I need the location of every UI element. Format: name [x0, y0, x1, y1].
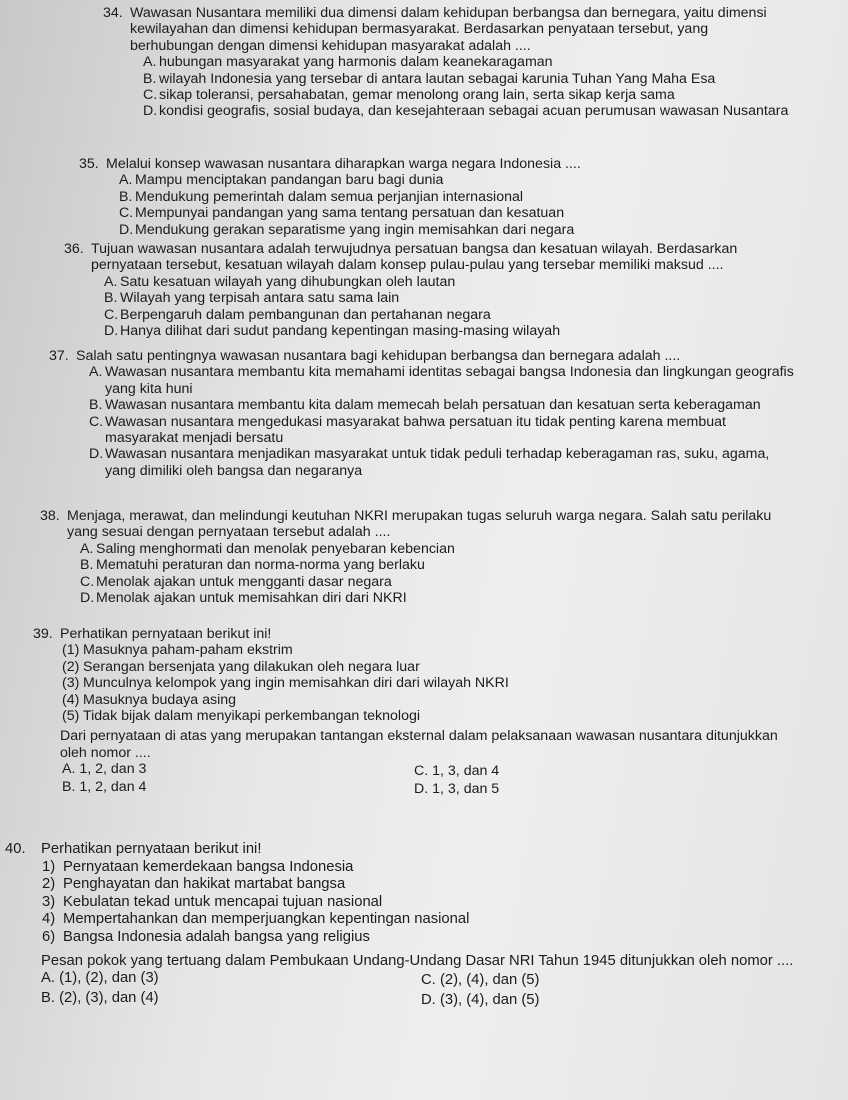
- option-a[interactable]: A. (1), (2), dan (3): [41, 970, 159, 987]
- question-prompt: Pesan pokok yang tertuang dalam Pembukaan Undang-Undang Dasar NRI Tahun 1945 ditunjukkan oleh nomor ....: [41, 952, 794, 969]
- option-c[interactable]: C. (2), (4), dan (5): [421, 972, 540, 989]
- option-d[interactable]: D. 1, 3, dan 5: [414, 781, 500, 798]
- option-b[interactable]: B. Mematuhi peraturan dan norma-norma yang berlaku: [80, 557, 425, 574]
- option-a[interactable]: A. hubungan masyarakat yang harmonis dalam keanekaragaman: [143, 54, 553, 71]
- question-40: [5, 841, 820, 1010]
- statement-item: 2) Penghayatan dan hakikat martabat bangsa: [42, 876, 346, 893]
- option-d[interactable]: D. kondisi geografis, sosial budaya, dan kesejahteraan sebagai acuan perumusan wawasan Nusantara: [143, 103, 789, 120]
- option-c[interactable]: C. Berpengaruh dalam pembangunan dan pertahanan negara: [104, 306, 491, 323]
- option-d[interactable]: D. Hanya dilihat dari sudut pandang kepentingan masing-masing wilayah: [104, 323, 561, 340]
- option-a[interactable]: A. Satu kesatuan wilayah yang dihubungkan oleh lautan: [104, 273, 456, 290]
- option-b[interactable]: B. Wilayah yang terpisah antara satu sama lain: [104, 290, 400, 307]
- statement-list: [42, 859, 820, 947]
- statement-item: 6) Bangsa Indonesia adalah bangsa yang religius: [42, 928, 370, 945]
- option-b[interactable]: B. wilayah Indonesia yang tersebar di antara lautan sebagai karunia Tuhan Yang Maha Esa: [143, 70, 716, 87]
- option-a[interactable]: A. Saling menghormati dan menolak penyebaran kebencian: [80, 540, 455, 557]
- question-37: [49, 348, 799, 479]
- question-text: Menjaga, merawat, dan melindungi keutuhan NKRI merupakan tugas seluruh warga negara. Salah satu perilaku yang sesuai dengan pernyataan tersebut adalah ....: [67, 508, 772, 541]
- statement-item: (3) Munculnya kelompok yang ingin memisahkan diri dari wilayah NKRI: [62, 675, 509, 692]
- options: [62, 761, 803, 797]
- option-d[interactable]: D. Mendukung gerakan separatisme yang ingin memisahkan dari negara: [119, 221, 575, 238]
- option-d[interactable]: D. Menolak ajakan untuk memisahkan diri dari NKRI: [80, 590, 407, 607]
- option-c[interactable]: C. Wawasan nusantara mengedukasi masyarakat bahwa persatuan itu tidak penting karena membuat masyarakat menjadi bersatu: [89, 413, 726, 447]
- options: [80, 541, 800, 607]
- question-38: [40, 508, 800, 606]
- question-number: 40.: [5, 841, 26, 857]
- question-text: Tujuan wawasan nusantara adalah terwujudnya persatuan bangsa dan kesatuan wilayah. Berdasarkan pernyataan tersebut, kesatuan wilayah dalam konsep pulau-pulau yang tersebar memiliki maksud ....: [91, 241, 738, 274]
- option-a[interactable]: A. Wawasan nusantara membantu kita memahami identitas sebagai bangsa Indonesia dan lingkungan geografis yang kita huni: [89, 364, 794, 397]
- statement-item: 4) Mempertahankan dan memperjuangkan kepentingan nasional: [42, 911, 470, 928]
- option-c[interactable]: C. Mempunyai pandangan yang sama tentang persatuan dan kesatuan: [119, 205, 565, 222]
- option-a[interactable]: A. Mampu menciptakan pandangan baru bagi dunia: [119, 172, 444, 189]
- option-b[interactable]: B. (2), (3), dan (4): [41, 990, 159, 1007]
- statement-list: [62, 642, 803, 724]
- question-34: [103, 5, 793, 120]
- question-text: Melalui konsep wawasan nusantara diharapkan warga negara Indonesia ....: [106, 156, 581, 172]
- option-b[interactable]: B. Wawasan nusantara membantu kita dalam memecah belah persatuan dan kesatuan serta keberagaman: [89, 397, 761, 414]
- statement-item: (1) Masuknya paham-paham ekstrim: [62, 642, 293, 659]
- question-text: Salah satu pentingnya wawasan nusantara bagi kehidupan berbangsa dan bernegara adalah ....: [76, 348, 681, 364]
- options: [104, 274, 794, 340]
- option-a[interactable]: A. 1, 2, dan 3: [62, 761, 147, 778]
- question-36: [64, 241, 794, 339]
- question-text: Wawasan Nusantara memiliki dua dimensi dalam kehidupan berbangsa dan bernegara, yaitu dimensi kewilayahan dan dimensi kehidupan bermasyarakat. Berdasarkan penyataan tersebut, yang berhubungan dengan dimensi kehidupan masyarakat adalah ....: [130, 5, 767, 54]
- question-prompt: Dari pernyataan di atas yang merupakan tantangan eksternal dalam pelaksanaan wawasan nusantara ditunjukkan oleh nomor ....: [60, 728, 778, 761]
- question-number: 38.: [40, 508, 60, 524]
- option-c[interactable]: C. Menolak ajakan untuk mengganti dasar negara: [80, 573, 392, 590]
- statement-item: (2) Serangan bersenjata yang dilakukan oleh negara luar: [62, 658, 420, 675]
- question-35: [79, 156, 779, 238]
- statement-item: 1) Pernyataan kemerdekaan bangsa Indonesia: [42, 858, 354, 875]
- option-d[interactable]: D. Wawasan nusantara menjadikan masyarakat untuk tidak peduli terhadap keberagaman ras, suku, agama, yang dimiliki oleh bangsa dan negaranya: [89, 446, 770, 479]
- options: [143, 54, 793, 120]
- question-number: 35.: [79, 156, 99, 172]
- options: [89, 364, 799, 479]
- option-c[interactable]: C. sikap toleransi, persahabatan, gemar menolong orang lain, serta sikap kerja sama: [143, 87, 675, 104]
- statement-item: (5) Tidak bijak dalam menyikapi perkembangan teknologi: [62, 708, 421, 725]
- question-intro: Perhatikan pernyataan berikut ini!: [41, 841, 262, 857]
- statement-item: 3) Kebulatan tekad untuk mencapai tujuan nasional: [42, 893, 383, 910]
- question-number: 37.: [49, 348, 69, 364]
- option-b[interactable]: B. Mendukung pemerintah dalam semua perjanjian internasional: [119, 188, 524, 205]
- statement-item: (4) Masuknya budaya asing: [62, 691, 237, 708]
- option-c[interactable]: C. 1, 3, dan 4: [414, 763, 500, 780]
- question-intro: Perhatikan pernyataan berikut ini!: [60, 626, 272, 642]
- question-number: 34.: [103, 5, 123, 21]
- options: [119, 172, 779, 238]
- question-number: 36.: [64, 241, 84, 257]
- question-number: 39.: [33, 626, 53, 642]
- option-b[interactable]: B. 1, 2, dan 4: [62, 779, 147, 796]
- question-39: [33, 626, 803, 797]
- options: [41, 970, 820, 1010]
- option-d[interactable]: D. (3), (4), dan (5): [421, 992, 540, 1009]
